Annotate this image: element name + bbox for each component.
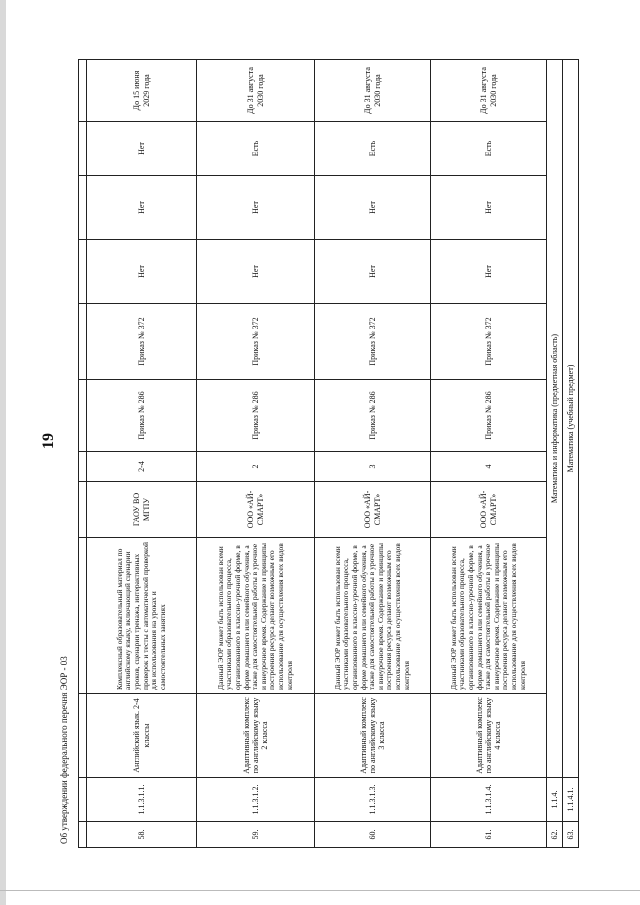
resource-grades: 3 xyxy=(315,452,431,482)
table-row xyxy=(315,60,431,848)
order-286: Приказ № 286 xyxy=(197,380,315,452)
value-cell: Есть xyxy=(315,122,431,176)
row-code: 1.1.4. xyxy=(547,778,563,822)
deadline: До 31 августа 2030 года xyxy=(197,60,315,122)
resource-description: Комплексный образовательный материал по английскому языку, включающий сценарии уроков, сценарии тренажа, интерактивных проверок и тесты с автоматической проверкой для использования на уроках и самостоятельных занятиях xyxy=(87,538,197,694)
value-cell: Нет xyxy=(87,176,197,240)
deadline: До 31 августа 2030 года xyxy=(315,60,431,122)
table-row xyxy=(431,60,547,848)
table-row xyxy=(197,60,315,848)
table-row xyxy=(79,60,87,848)
page-number: 19 xyxy=(40,433,57,449)
order-286: Приказ № 286 xyxy=(315,380,431,452)
resource-grades: 4 xyxy=(431,452,547,482)
deadline: До 15 июня 2029 года xyxy=(87,60,197,122)
order-372: Приказ № 372 xyxy=(315,304,431,380)
row-number: 62. xyxy=(547,822,563,848)
resource-organization: ГАОУ ВО МГПУ xyxy=(87,482,197,538)
resource-grades: 2-4 xyxy=(87,452,197,482)
scan-edge-line xyxy=(0,890,640,891)
table-row xyxy=(87,60,197,848)
row-number: 61. xyxy=(431,822,547,848)
resource-organization: ООО «АЙ-СМАРТ» xyxy=(431,482,547,538)
row-code: 1.1.4.1. xyxy=(563,778,579,822)
value-cell: Нет xyxy=(87,122,197,176)
deadline: До 31 августа 2030 года xyxy=(431,60,547,122)
resource-description: Данный ЭОР может быть использован всеми участниками образовательного процесса, организованного в классно-урочной форме, в форме домашнего или семейного обучения, а также для самостоятельной работы в урочное и внеурочное время. Содержание и принципы построения ресурса делают возможным его использование для осуществления всех видов контроля xyxy=(197,538,315,694)
scan-edge xyxy=(0,0,6,905)
order-372: Приказ № 372 xyxy=(431,304,547,380)
section-title: Математика и информатика (предметная область) xyxy=(547,60,563,778)
resource-title: Адаптивный комплекс по английскому языку 3 класса xyxy=(315,694,431,778)
resource-table xyxy=(78,59,579,848)
order-286: Приказ № 286 xyxy=(87,380,197,452)
value-cell: Нет xyxy=(197,240,315,304)
row-code: 1.1.3.1.4. xyxy=(431,778,547,822)
footer-note: Об утверждении федерального перечня ЭОР - 03 xyxy=(59,656,69,844)
row-number: 63. xyxy=(563,822,579,848)
order-372: Приказ № 372 xyxy=(197,304,315,380)
row-code: 1.1.3.1.1. xyxy=(87,778,197,822)
row-code: 1.1.3.1.2. xyxy=(197,778,315,822)
order-286: Приказ № 286 xyxy=(431,380,547,452)
resource-title: Адаптивный комплекс по английскому языку 2 класса xyxy=(197,694,315,778)
row-number: 60. xyxy=(315,822,431,848)
rotated-page xyxy=(40,28,575,848)
order-372: Приказ № 372 xyxy=(87,304,197,380)
section-title: Математика (учебный предмет) xyxy=(563,60,579,778)
resource-description: Данный ЭОР может быть использован всеми участниками образовательного процесса, организованного в классно-урочной форме, в форме домашнего или семейного обучения, а также для самостоятельной работы в урочное и внеурочное время. Содержание и принципы построения ресурса делают возможным его использование для осуществления всех видов контроля xyxy=(431,538,547,694)
row-number: 58. xyxy=(87,822,197,848)
value-cell: Нет xyxy=(197,176,315,240)
resource-organization: ООО «АЙ-СМАРТ» xyxy=(315,482,431,538)
value-cell: Нет xyxy=(315,176,431,240)
resource-description: Данный ЭОР может быть использован всеми участниками образовательного процесса, организованного в классно-урочной форме, в форме домашнего или семейного обучения, а также для самостоятельной работы в урочное и внеурочное время. Содержание и принципы построения ресурса делают возможным его использование для осуществления всех видов контроля xyxy=(315,538,431,694)
row-number: 59. xyxy=(197,822,315,848)
resource-grades: 2 xyxy=(197,452,315,482)
resource-title: Адаптивный комплекс по английскому языку 4 класса xyxy=(431,694,547,778)
value-cell: Нет xyxy=(315,240,431,304)
resource-title: Английский язык. 2-4 классы xyxy=(87,694,197,778)
section-row xyxy=(563,60,579,848)
value-cell: Нет xyxy=(431,240,547,304)
value-cell: Нет xyxy=(87,240,197,304)
value-cell: Есть xyxy=(431,122,547,176)
section-row xyxy=(547,60,563,848)
value-cell: Нет xyxy=(431,176,547,240)
row-code: 1.1.3.1.3. xyxy=(315,778,431,822)
resource-organization: ООО «АЙ-СМАРТ» xyxy=(197,482,315,538)
value-cell: Есть xyxy=(197,122,315,176)
